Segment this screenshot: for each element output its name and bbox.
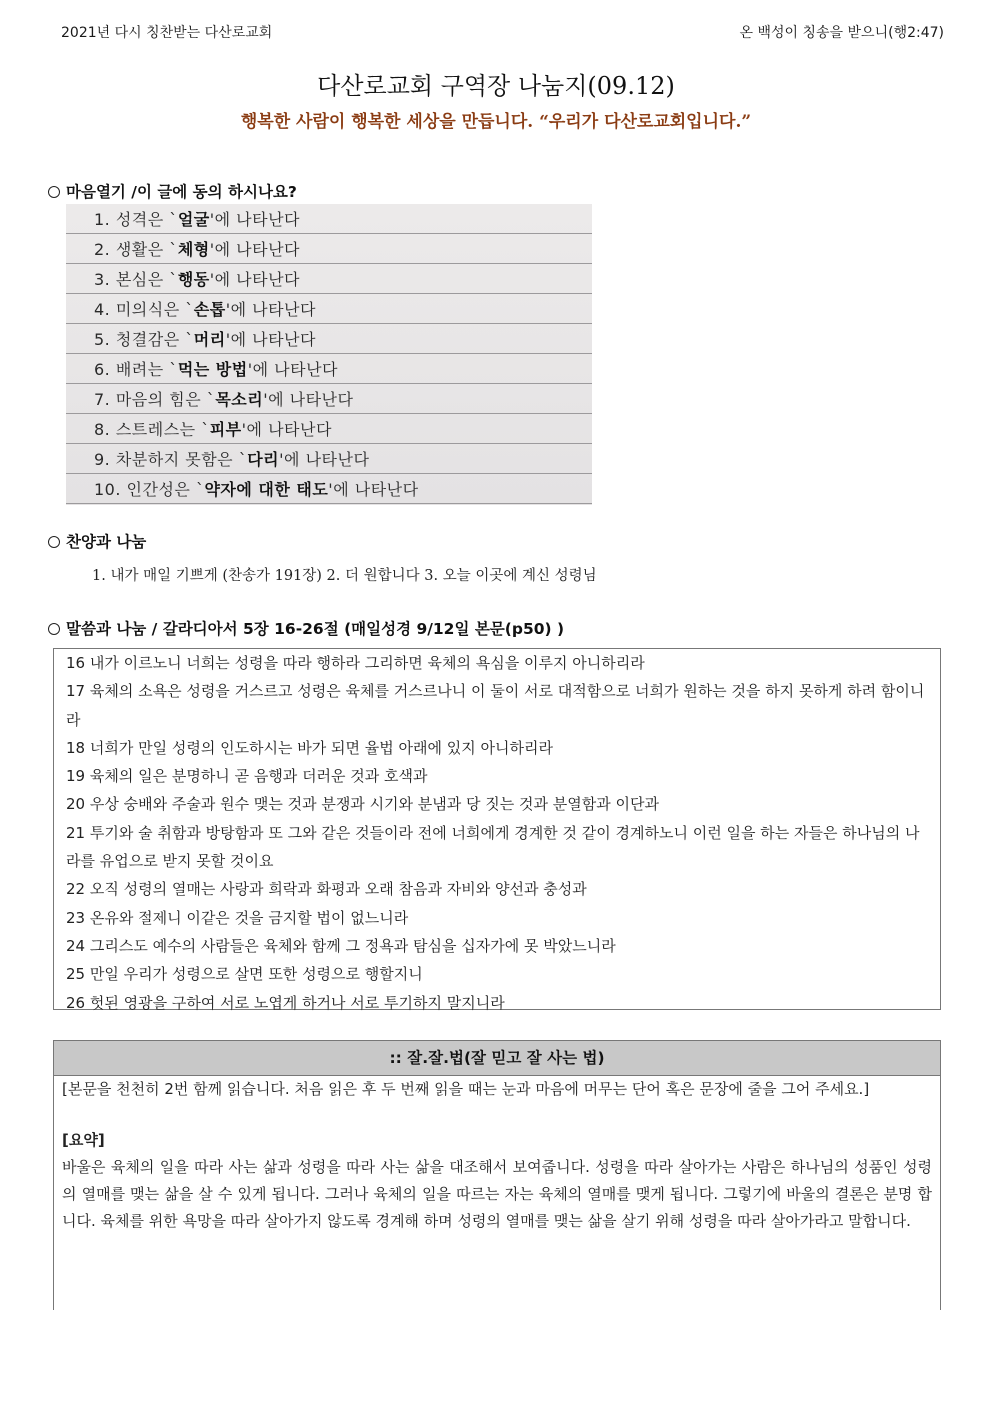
notebook-line-text [94, 267, 300, 290]
notebook-line-keyword: 체형 [177, 240, 210, 259]
notebook-line [66, 234, 592, 264]
notebook-line [66, 474, 592, 504]
notebook-line-prefix: 8. 스트레스는 ` [94, 420, 210, 439]
notebook-line-suffix: '에 나타난다 [328, 480, 419, 499]
notebook-line-text [94, 357, 338, 380]
verse-line: 20 우상 숭배와 주술과 원수 맺는 것과 분쟁과 시기와 분냄과 당 짓는 것과 분열함과 이단과 [66, 795, 659, 814]
notebook-line-text [94, 477, 419, 500]
notebook-line-prefix: 7. 마음의 힘은 ` [94, 390, 216, 409]
verse-line: 24 그리스도 예수의 사람들은 육체와 함께 그 정욕과 탐심을 십자가에 못 박았느니라 [66, 936, 616, 955]
notebook-line-text [94, 387, 353, 410]
notebook-line-prefix: 5. 청결감은 ` [94, 330, 194, 349]
notebook-line-suffix: '에 나타난다 [225, 300, 316, 319]
notebook-line-text [94, 297, 316, 320]
notebook-line-suffix: '에 나타난다 [209, 270, 300, 289]
notebook-line-keyword: 목소리 [215, 390, 264, 409]
section-heading-worship [48, 530, 146, 552]
notebook-image [66, 204, 592, 505]
circle-icon [48, 623, 60, 635]
notebook-line-suffix: '에 나타난다 [241, 420, 332, 439]
verse-line: 16 내가 이르노니 너희는 성령을 따라 행하라 그리하면 육체의 욕심을 이루지 아니하리라 [66, 654, 645, 672]
notebook-line [66, 354, 592, 384]
notebook-line-suffix: '에 나타난다 [263, 390, 354, 409]
header-right: 온 백성이 칭송을 받으니(행2:47) [739, 25, 944, 41]
verse-line: 18 너희가 만일 성령의 인도하시는 바가 되면 율법 아래에 있지 아니하리라 [66, 738, 553, 757]
notebook-line-text [94, 417, 332, 440]
study-box-heading: :: 잘.잘.법(잘 믿고 잘 사는 법) [54, 1041, 940, 1076]
verse-line: 17 육체의 소욕은 성령을 거스르고 성령은 육체를 거스르나니 이 둘이 서로 대적함으로 너희가 원하는 것을 하지 못하게 하려 함이니라 [66, 682, 925, 729]
notebook-line [66, 264, 592, 294]
notebook-line-suffix: '에 나타난다 [209, 210, 300, 229]
notebook-line [66, 324, 592, 354]
notebook-line-text [94, 237, 300, 260]
song-list: 1. 내가 매일 기쁘게 (찬송가 191장) 2. 더 원합니다 3. 오늘 이곳에 계신 성령님 [92, 568, 597, 584]
verse-line: 19 육체의 일은 분명하니 곧 음행과 더러운 것과 호색과 [66, 767, 428, 786]
notebook-line-keyword: 머리 [193, 330, 226, 349]
verse-line: 23 온유와 절제니 이같은 것을 금지할 법이 없느니라 [66, 908, 409, 927]
notebook-line-text [94, 447, 369, 470]
section-heading-open-heart [48, 180, 297, 202]
notebook-line [66, 414, 592, 444]
scripture-box [53, 648, 941, 1010]
notebook-line-prefix: 4. 미의식은 ` [94, 300, 194, 319]
notebook-line-keyword: 먹는 방법 [177, 360, 248, 379]
notebook-line-keyword: 얼굴 [177, 210, 210, 229]
notebook-line-keyword: 약자에 대한 태도 [204, 480, 329, 499]
notebook-line-prefix: 1. 성격은 ` [94, 210, 178, 229]
notebook-line [66, 444, 592, 474]
notebook-line-text [94, 207, 300, 230]
notebook-line [66, 204, 592, 234]
study-box-body [54, 1076, 940, 1235]
notebook-line-suffix: '에 나타난다 [225, 330, 316, 349]
instruction-text: [본문을 천천히 2번 함께 읽습니다. 처음 읽은 후 두 번째 읽을 때는 눈과 마음에 머무는 단어 혹은 문장에 줄을 그어 주세요.] [62, 1080, 870, 1098]
notebook-line-prefix: 6. 배려는 ` [94, 360, 178, 379]
page-title: 다산로교회 구역장 나눔지(09.12) [317, 72, 675, 100]
summary-label: [요약] [62, 1131, 105, 1149]
verse-line: 25 만일 우리가 성령으로 살면 또한 성령으로 행할지니 [66, 965, 423, 984]
notebook-line [66, 294, 592, 324]
notebook-line-suffix: '에 나타난다 [279, 450, 370, 469]
notebook-line-prefix: 2. 생활은 ` [94, 240, 178, 259]
page-subtitle: 행복한 사람이 행복한 세상을 만듭니다. “우리가 다산로교회입니다.” [240, 112, 752, 132]
section2-title: 찬양과 나눔 [66, 533, 147, 551]
verse-line: 21 투기와 술 취함과 방탕함과 또 그와 같은 것들이라 전에 너희에게 경계한 것 같이 경계하노니 이런 일을 하는 자들은 하나님의 나라를 유업으로 받지 못할 것이요 [66, 823, 920, 871]
notebook-line [66, 384, 592, 414]
notebook-line-suffix: '에 나타난다 [247, 360, 338, 379]
notebook-line-keyword: 행동 [177, 270, 210, 289]
circle-icon [48, 536, 60, 548]
section3-title: 말씀과 나눔 / 갈라디아서 5장 16-26절 (매일성경 9/12일 본문(p50) ) [66, 620, 565, 638]
notebook-line-prefix: 9. 차분하지 못함은 ` [94, 450, 248, 469]
notebook-line-keyword: 다리 [247, 450, 280, 469]
section1-title: 마음열기 /이 글에 동의 하시나요? [66, 183, 297, 201]
study-box [53, 1040, 941, 1310]
section-heading-word [48, 617, 564, 639]
verse-line: 22 오직 성령의 열매는 사랑과 희락과 화평과 오래 참음과 자비와 양선과 충성과 [66, 880, 587, 899]
notebook-line-text [94, 327, 316, 350]
summary-text: 바울은 육체의 일을 따라 사는 삶과 성령을 따라 사는 삶을 대조해서 보여줍니다. 성령을 따라 살아가는 사람은 하나님의 성품인 성령의 열매를 맺는 삶을 살 수 있게 됩니다. 그러나 육체의 일을 따르는 자는 육체의 열매를 맺게 됩니다. 그렇기에 바울의 결론은 분명 합니다. 육체를 위한 욕망을 따라 살아가지 않도록 경계해 하며 성령의 열매를 맺는 삶을 살기 위해 성령을 따라 살아가라고 말합니다. [62, 1158, 932, 1230]
notebook-line-suffix: '에 나타난다 [209, 240, 300, 259]
verse-line: 26 헛된 영광을 구하여 서로 노엽게 하거나 서로 투기하지 말지니라 [66, 993, 505, 1012]
header-left: 2021년 다시 칭찬받는 다산로교회 [61, 25, 273, 41]
notebook-line-keyword: 손톱 [193, 300, 226, 319]
notebook-line-prefix: 10. 인간성은 ` [94, 480, 205, 499]
circle-icon [48, 186, 60, 198]
notebook-line-prefix: 3. 본심은 ` [94, 270, 178, 289]
notebook-line-keyword: 피부 [209, 420, 242, 439]
